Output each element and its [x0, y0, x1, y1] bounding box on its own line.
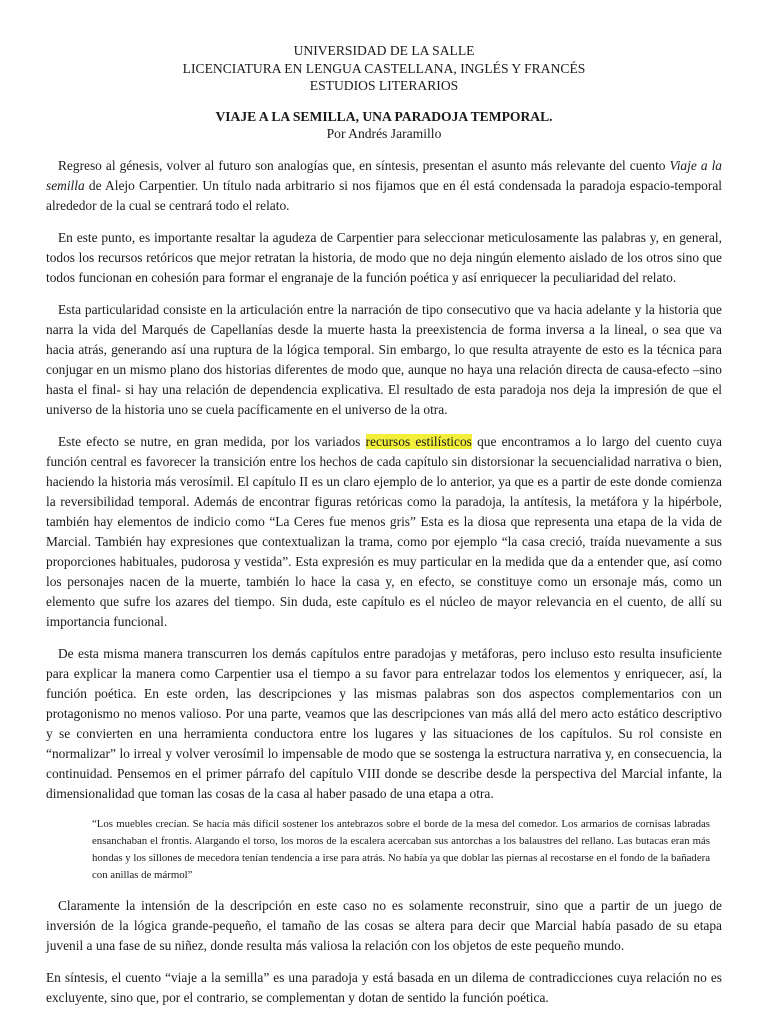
paragraph-2: En este punto, es importante resaltar la agudeza de Carpentier para seleccionar meticulosamente las palabras y, en general, todos los recursos retóricos que mejor retratan la historia, de modo que no deja ningún elemento aislado de los otros sino que todos funcionan en cohesión para formar el engranaje de la función poética y así enriquecer la peculiaridad del relato. [46, 229, 722, 285]
block-quote: “Los muebles crecían. Se hacía más difícil sostener los antebrazos sobre el borde de la mesa del comedor. Los armarios de cornisas labradas ensanchaban el frontis. Alargando el torso, los moros de la escalera acercaban sus antorchas a los balaustres del rellano. Las butacas eran más hondas y los sillones de mecedora tenían tendencia a irse para atrás. No había ya que doblar las piernas al recostarse en el fondo de la bañadera con anillas de mármol” [92, 817, 710, 881]
paragraph-1 [46, 156, 722, 216]
paragraph-1-text-a: Regreso al génesis, volver al futuro son analogías que, en síntesis, presentan el asunto más relevante del cuento [58, 157, 670, 173]
paragraph-3: Esta particularidad consiste en la articulación entre la narración de tipo consecutivo que va hacia adelante y la historia que narra la vida del Marqués de Capellanías desde la muerte hasta la preexistencia de forma inversa a la lineal, o sea que va hacia atrás, generando así una ruptura de la lógica temporal. Sin embargo, lo que resulta atrayente de esto es la técnica para conjugar en un mismo plano dos historias diferentes de modo que, aunque no haya una relación directa de causa-efecto –sino hasta el final- si hay una relación de dependencia explicativa. El resultado de esta paradoja nos deja la impresión de que el universo de la historia uno se cuela pacíficamente en el universo de la otra. [46, 301, 722, 417]
paragraph-4 [46, 432, 722, 632]
document-author: Por Andrés Jaramillo [326, 125, 442, 141]
paragraph-4-text-b: que encontramos a lo largo del cuento cuya función central es favorecer la transición entre los hechos de cada capítulo sin distorsionar la secuencialidad narrativa o bien, haciendo la historia más verosímil. El capítulo II es un claro ejemplo de lo anterior, ya que es a partir de este donde comienza la reversibilidad temporal. Además de encontrar figuras retóricas como la paradoja, la antítesis, la metáfora y la hipérbole, también hay elementos de indicio como “La Ceres fue menos gris” Esta es la diosa que representa una etapa de la vida de Marcial. También hay expresiones que contextualizan la trama, como por ejemplo “la casa creció, traída nuevamente a sus proporciones habituales, pudorosa y vestida”. Esta expresión es muy particular en la medida que da a entender que, así como los personajes nacen de la muerte, también lo hace la casa y, en efecto, se constituye como un ersonaje más, como un elemento que sufre los azares del tiempo. Sin duda, este capítulo es el núcleo de mayor relevancia en el cuento, de allí su importancia funcional. [46, 433, 722, 629]
document-header [46, 42, 722, 95]
header-university: UNIVERSIDAD DE LA SALLE [293, 43, 475, 58]
header-program: LICENCIATURA EN LENGUA CASTELLANA, INGLÉS Y FRANCÉS [182, 60, 586, 76]
paragraph-5: De esta misma manera transcurren los demás capítulos entre paradojas y metáforas, pero incluso esto resulta insuficiente para explicar la manera como Carpentier usa el tiempo a su favor para entrelazar todos los elementos y enriquecer, así, la función poética. En este orden, las descripciones y las mismas palabras son dos aspectos complementarios con un protagonismo no menos valioso. Por una parte, veamos que las descripciones van más allá del mero acto estático descriptivo y se convierten en una herramienta conductora entre los lugares y las situaciones de los capítulos. Su rol consiste en “normalizar” lo irreal y volver verosímil lo impensable de modo que se sostenga la estructura narrativa y, en consecuencia, la continuidad. Pensemos en el primer párrafo del capítulo VIII donde se describe desde la perspectiva del Marcial infante, la dimensionalidad que toman las cosas de la casa al haber pasado de una etapa a otra. [46, 645, 722, 801]
paragraph-6: Claramente la intensión de la descripción en este caso no es solamente reconstruir, sino que a partir de un juego de inversión de la lógica grande-pequeño, el tamaño de las cosas se altera para decir que Marcial había pasado de su etapa juvenil a una fase de su niñez, donde resulta más valiosa la relación con los objetos de este pequeño mundo. [46, 897, 722, 953]
header-course: ESTUDIOS LITERARIOS [309, 78, 459, 93]
highlighted-text: recursos estilísticos [365, 433, 472, 449]
paragraph-7: En síntesis, el cuento “viaje a la semilla” es una paradoja y está basada en un dilema de contradicciones cuya relación no es excluyente, sino que, por el contrario, se complementan y dotan de sentido la función poética. [46, 969, 722, 1005]
document-title: VIAJE A LA SEMILLA, UNA PARADOJA TEMPORAL. [215, 108, 553, 124]
story-title-italic: Viaje a la semilla [46, 157, 722, 193]
paragraph-1-text-b: de Alejo Carpentier. Un título nada arbitrario si nos fijamos que en él está condensada la paradoja espacio-temporal alrededor de la cual se centrará todo el relato. [46, 177, 722, 213]
paragraph-4-text-a: Este efecto se nutre, en gran medida, por los variados [58, 433, 366, 449]
